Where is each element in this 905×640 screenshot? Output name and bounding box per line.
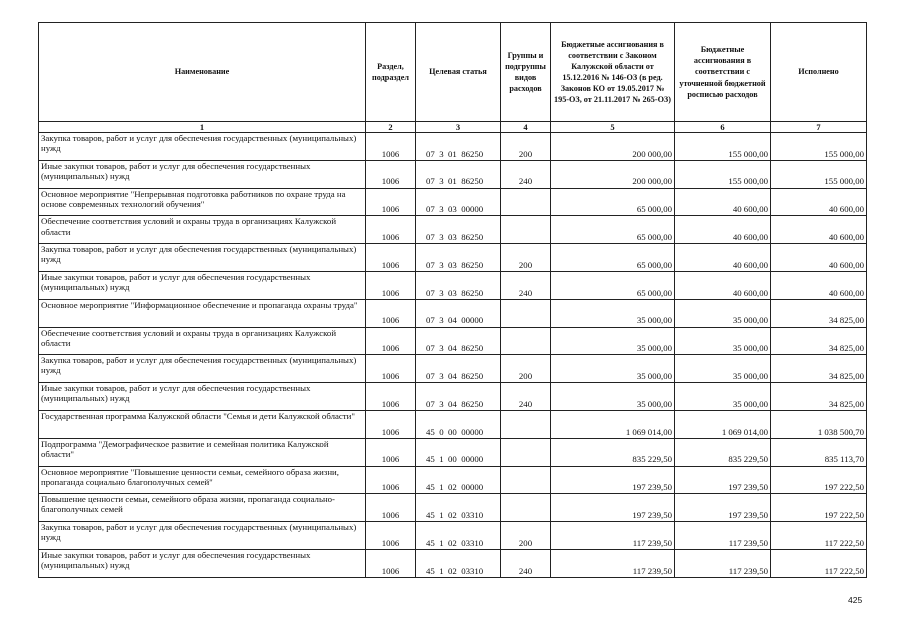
row-name-cell: Иные закупки товаров, работ и услуг для обеспечения государственных (муниципальных) нужд [39, 549, 366, 577]
row-executed-cell: 40 600,00 [771, 188, 867, 216]
row-target-cell: 07 3 03 86250 [416, 271, 501, 299]
row-refined-allocation-cell: 40 600,00 [675, 244, 771, 272]
row-group-cell: 240 [501, 160, 551, 188]
row-executed-cell: 40 600,00 [771, 271, 867, 299]
row-executed-cell: 34 825,00 [771, 299, 867, 327]
row-name-cell: Государственная программа Калужской области "Семья и дети Калужской области" [39, 410, 366, 438]
row-target-cell: 45 1 02 03310 [416, 549, 501, 577]
table-row [39, 466, 867, 494]
row-executed-cell: 197 222,50 [771, 494, 867, 522]
table-row [39, 438, 867, 466]
row-group-cell: 200 [501, 355, 551, 383]
col-header-law-allocation: Бюджетные ассигнования в соответствии с Законом Калужской области от 15.12.2016 № 146-ОЗ (в ред. Законов КО от 19.05.2017 № 195-ОЗ, от 21.11.2017 № 265-ОЗ) [551, 23, 675, 122]
row-executed-cell: 155 000,00 [771, 160, 867, 188]
row-executed-cell: 34 825,00 [771, 383, 867, 411]
col-header-name: Наименование [39, 23, 366, 122]
table-row [39, 383, 867, 411]
row-section-cell: 1006 [366, 383, 416, 411]
table-row [39, 355, 867, 383]
row-target-cell: 45 1 02 03310 [416, 494, 501, 522]
column-number-row [39, 122, 867, 133]
row-name-cell: Закупка товаров, работ и услуг для обеспечения государственных (муниципальных) нужд [39, 133, 366, 161]
row-executed-cell: 40 600,00 [771, 216, 867, 244]
row-group-cell: 240 [501, 549, 551, 577]
row-group-cell: 240 [501, 383, 551, 411]
col-header-group: Группы и подгруппы видов расходов [501, 23, 551, 122]
row-target-cell: 07 3 01 86250 [416, 160, 501, 188]
row-group-cell [501, 216, 551, 244]
row-target-cell: 07 3 03 00000 [416, 188, 501, 216]
row-law-allocation-cell: 35 000,00 [551, 299, 675, 327]
row-group-cell [501, 327, 551, 355]
row-refined-allocation-cell: 40 600,00 [675, 216, 771, 244]
row-executed-cell: 197 222,50 [771, 466, 867, 494]
row-executed-cell: 117 222,50 [771, 522, 867, 550]
row-target-cell: 07 3 04 00000 [416, 299, 501, 327]
row-refined-allocation-cell: 197 239,50 [675, 466, 771, 494]
row-target-cell: 07 3 03 86250 [416, 244, 501, 272]
row-group-cell [501, 466, 551, 494]
table-row [39, 244, 867, 272]
table-row [39, 271, 867, 299]
table-row [39, 410, 867, 438]
row-law-allocation-cell: 197 239,50 [551, 466, 675, 494]
row-law-allocation-cell: 35 000,00 [551, 383, 675, 411]
row-group-cell [501, 494, 551, 522]
row-target-cell: 07 3 01 86250 [416, 133, 501, 161]
column-number: 5 [551, 122, 675, 133]
col-header-section: Раздел, подраздел [366, 23, 416, 122]
row-refined-allocation-cell: 155 000,00 [675, 160, 771, 188]
col-header-target: Целевая статья [416, 23, 501, 122]
row-law-allocation-cell: 200 000,00 [551, 160, 675, 188]
table-row [39, 494, 867, 522]
column-number: 6 [675, 122, 771, 133]
row-name-cell: Закупка товаров, работ и услуг для обеспечения государственных (муниципальных) нужд [39, 244, 366, 272]
row-law-allocation-cell: 117 239,50 [551, 549, 675, 577]
row-section-cell: 1006 [366, 244, 416, 272]
row-executed-cell: 34 825,00 [771, 327, 867, 355]
row-law-allocation-cell: 197 239,50 [551, 494, 675, 522]
row-refined-allocation-cell: 40 600,00 [675, 188, 771, 216]
row-law-allocation-cell: 35 000,00 [551, 327, 675, 355]
row-law-allocation-cell: 65 000,00 [551, 216, 675, 244]
row-name-cell: Закупка товаров, работ и услуг для обеспечения государственных (муниципальных) нужд [39, 355, 366, 383]
row-group-cell: 240 [501, 271, 551, 299]
row-law-allocation-cell: 65 000,00 [551, 188, 675, 216]
row-group-cell [501, 410, 551, 438]
row-section-cell: 1006 [366, 216, 416, 244]
column-number: 1 [39, 122, 366, 133]
table-body [39, 133, 867, 578]
row-section-cell: 1006 [366, 549, 416, 577]
row-refined-allocation-cell: 835 229,50 [675, 438, 771, 466]
row-section-cell: 1006 [366, 327, 416, 355]
row-name-cell: Обеспечение соответствия условий и охраны труда в организациях Калужской области [39, 216, 366, 244]
row-target-cell: 07 3 04 86250 [416, 355, 501, 383]
table-row [39, 327, 867, 355]
row-law-allocation-cell: 835 229,50 [551, 438, 675, 466]
row-section-cell: 1006 [366, 188, 416, 216]
row-name-cell: Иные закупки товаров, работ и услуг для обеспечения государственных (муниципальных) нужд [39, 271, 366, 299]
row-refined-allocation-cell: 117 239,50 [675, 549, 771, 577]
table-row [39, 133, 867, 161]
row-group-cell: 200 [501, 244, 551, 272]
row-law-allocation-cell: 35 000,00 [551, 355, 675, 383]
row-refined-allocation-cell: 35 000,00 [675, 327, 771, 355]
table-row [39, 216, 867, 244]
row-law-allocation-cell: 65 000,00 [551, 271, 675, 299]
row-section-cell: 1006 [366, 438, 416, 466]
row-section-cell: 1006 [366, 494, 416, 522]
row-target-cell: 45 1 00 00000 [416, 438, 501, 466]
row-law-allocation-cell: 117 239,50 [551, 522, 675, 550]
row-refined-allocation-cell: 1 069 014,00 [675, 410, 771, 438]
row-name-cell: Закупка товаров, работ и услуг для обеспечения государственных (муниципальных) нужд [39, 522, 366, 550]
header-row [39, 23, 867, 122]
row-refined-allocation-cell: 155 000,00 [675, 133, 771, 161]
table-row [39, 299, 867, 327]
col-header-executed: Исполнено [771, 23, 867, 122]
row-law-allocation-cell: 1 069 014,00 [551, 410, 675, 438]
column-number: 3 [416, 122, 501, 133]
budget-table [38, 22, 867, 578]
col-header-refined-allocation: Бюджетные ассигнования в соответствии с уточненной бюджетной росписью расходов [675, 23, 771, 122]
row-executed-cell: 117 222,50 [771, 549, 867, 577]
row-section-cell: 1006 [366, 522, 416, 550]
row-refined-allocation-cell: 35 000,00 [675, 383, 771, 411]
row-group-cell [501, 188, 551, 216]
row-section-cell: 1006 [366, 271, 416, 299]
row-name-cell: Основное мероприятие "Информационное обеспечение и пропаганда охраны труда" [39, 299, 366, 327]
row-refined-allocation-cell: 35 000,00 [675, 355, 771, 383]
row-group-cell [501, 438, 551, 466]
row-refined-allocation-cell: 35 000,00 [675, 299, 771, 327]
row-name-cell: Основное мероприятие "Повышение ценности семьи, семейного образа жизни, пропаганда социально благополучных семей" [39, 466, 366, 494]
row-executed-cell: 34 825,00 [771, 355, 867, 383]
row-group-cell: 200 [501, 133, 551, 161]
table-row [39, 188, 867, 216]
row-group-cell: 200 [501, 522, 551, 550]
row-section-cell: 1006 [366, 299, 416, 327]
row-refined-allocation-cell: 40 600,00 [675, 271, 771, 299]
row-law-allocation-cell: 65 000,00 [551, 244, 675, 272]
row-refined-allocation-cell: 197 239,50 [675, 494, 771, 522]
row-executed-cell: 155 000,00 [771, 133, 867, 161]
column-number: 7 [771, 122, 867, 133]
column-number: 4 [501, 122, 551, 133]
row-executed-cell: 40 600,00 [771, 244, 867, 272]
row-target-cell: 45 1 02 03310 [416, 522, 501, 550]
row-section-cell: 1006 [366, 410, 416, 438]
row-section-cell: 1006 [366, 355, 416, 383]
row-target-cell: 45 0 00 00000 [416, 410, 501, 438]
row-target-cell: 07 3 04 86250 [416, 383, 501, 411]
row-target-cell: 07 3 03 86250 [416, 216, 501, 244]
row-name-cell: Обеспечение соответствия условий и охраны труда в организациях Калужской области [39, 327, 366, 355]
row-law-allocation-cell: 200 000,00 [551, 133, 675, 161]
table-row [39, 160, 867, 188]
row-name-cell: Иные закупки товаров, работ и услуг для обеспечения государственных (муниципальных) нужд [39, 160, 366, 188]
row-name-cell: Основное мероприятие "Непрерывная подготовка работников по охране труда на основе современных технологий обучения" [39, 188, 366, 216]
page-number: 425 [848, 595, 863, 605]
row-name-cell: Иные закупки товаров, работ и услуг для обеспечения государственных (муниципальных) нужд [39, 383, 366, 411]
row-name-cell: Повышение ценности семьи, семейного образа жизни, пропаганда социально-благополучных семей [39, 494, 366, 522]
row-target-cell: 45 1 02 00000 [416, 466, 501, 494]
table-row [39, 522, 867, 550]
row-section-cell: 1006 [366, 160, 416, 188]
row-section-cell: 1006 [366, 133, 416, 161]
row-group-cell [501, 299, 551, 327]
row-refined-allocation-cell: 117 239,50 [675, 522, 771, 550]
row-name-cell: Подпрограмма "Демографическое развитие и семейная политика Калужской области" [39, 438, 366, 466]
row-executed-cell: 835 113,70 [771, 438, 867, 466]
row-target-cell: 07 3 04 86250 [416, 327, 501, 355]
row-section-cell: 1006 [366, 466, 416, 494]
column-number: 2 [366, 122, 416, 133]
table-row [39, 549, 867, 577]
row-executed-cell: 1 038 500,70 [771, 410, 867, 438]
